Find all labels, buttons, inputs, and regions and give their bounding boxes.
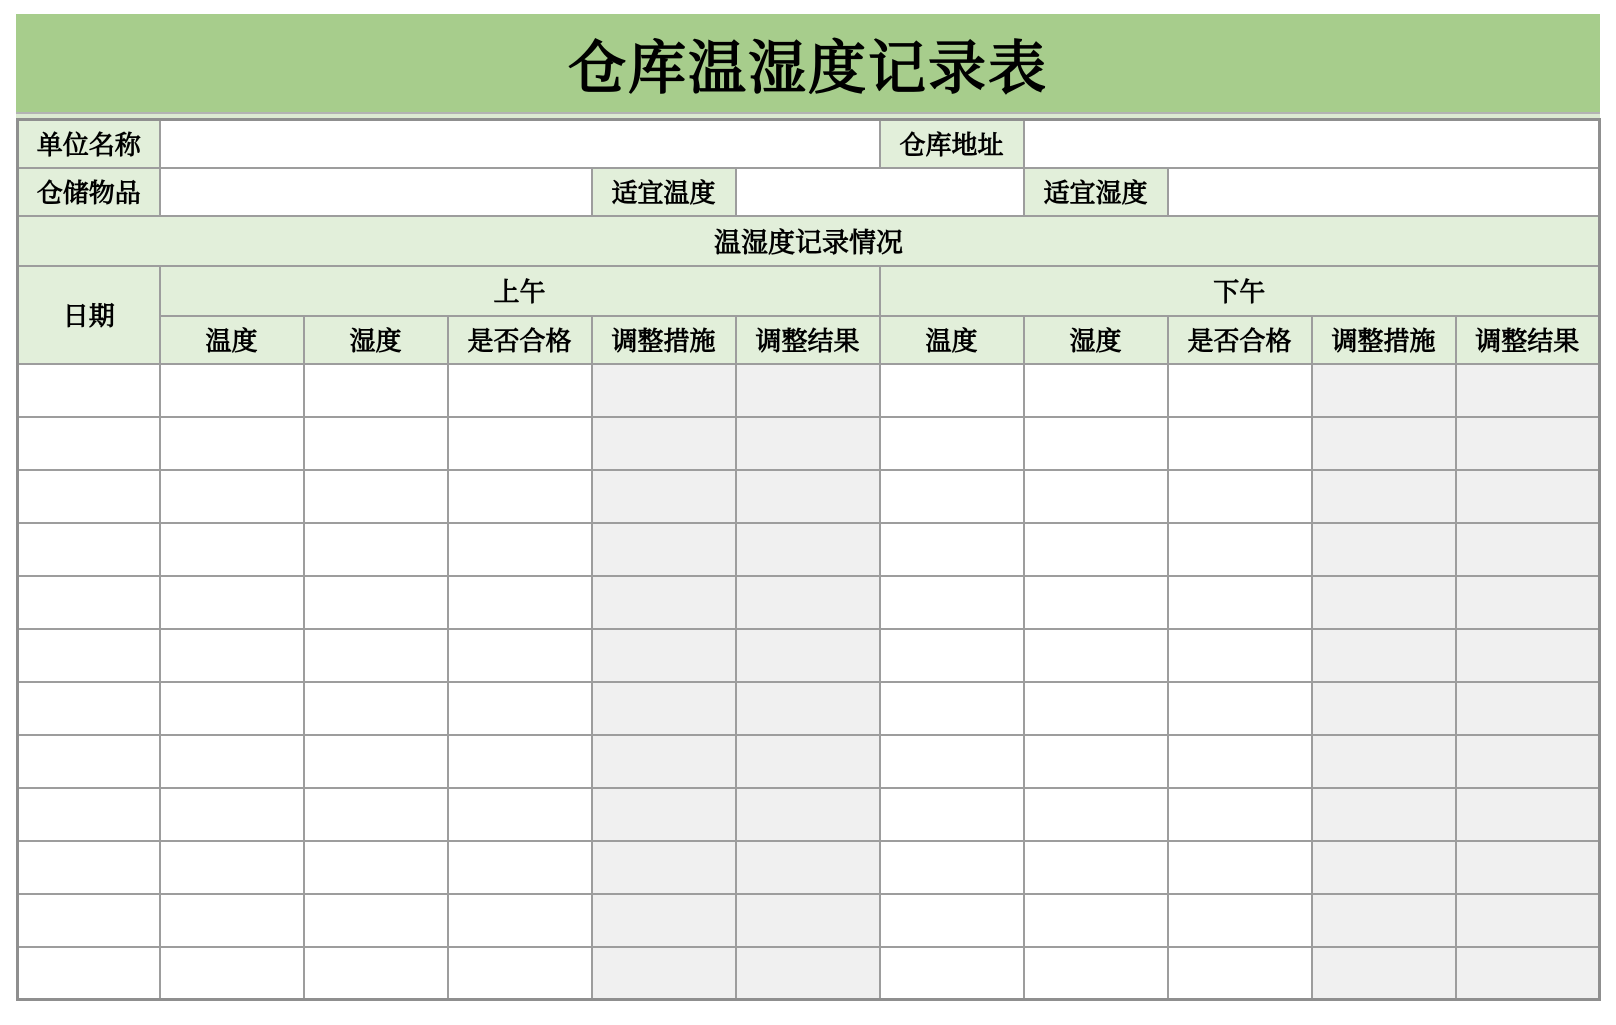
record-cell[interactable] [18,735,160,788]
record-cell[interactable] [1312,364,1456,417]
record-cell[interactable] [304,735,448,788]
record-row [18,417,1600,470]
record-cell[interactable] [1024,417,1168,470]
unit-name-field[interactable] [160,120,880,168]
record-cell[interactable] [448,470,592,523]
record-cell[interactable] [18,364,160,417]
record-row [18,576,1600,629]
record-cell[interactable] [1312,682,1456,735]
record-cell[interactable] [18,470,160,523]
record-cell[interactable] [1456,364,1600,417]
record-row [18,523,1600,576]
unit-name-label: 单位名称 [18,120,160,168]
suitable-humidity-field[interactable] [1168,168,1600,216]
record-cell[interactable] [1168,947,1312,1000]
record-cell[interactable] [304,894,448,947]
record-cell[interactable] [304,788,448,841]
record-cell[interactable] [448,894,592,947]
record-cell[interactable] [1168,523,1312,576]
record-cell[interactable] [1312,576,1456,629]
column-header-am-qualified: 是否合格 [448,316,592,364]
record-cell[interactable] [592,470,736,523]
record-cell[interactable] [448,576,592,629]
record-cell[interactable] [304,470,448,523]
record-table [16,118,1601,1001]
record-cell[interactable] [736,735,880,788]
record-cell[interactable] [1312,735,1456,788]
record-cell[interactable] [880,682,1024,735]
column-header-pm-humidity: 湿度 [1024,316,1168,364]
record-row [18,629,1600,682]
record-cell[interactable] [1456,788,1600,841]
record-cell[interactable] [448,735,592,788]
column-header-pm-adjust-result: 调整结果 [1456,316,1600,364]
record-cell[interactable] [1168,894,1312,947]
record-cell[interactable] [1456,947,1600,1000]
record-cell[interactable] [1024,841,1168,894]
record-cell[interactable] [18,576,160,629]
record-cell[interactable] [736,523,880,576]
record-cell[interactable] [1024,629,1168,682]
column-header-am-temperature: 温度 [160,316,304,364]
stored-goods-label: 仓储物品 [18,168,160,216]
record-cell[interactable] [736,417,880,470]
record-cell[interactable] [1312,841,1456,894]
column-header-pm-temperature: 温度 [880,316,1024,364]
record-cell[interactable] [160,788,304,841]
record-cell[interactable] [304,841,448,894]
record-cell[interactable] [160,894,304,947]
record-cell[interactable] [1312,470,1456,523]
record-cell[interactable] [880,523,1024,576]
record-cell[interactable] [1024,947,1168,1000]
record-cell[interactable] [1312,523,1456,576]
record-cell[interactable] [1024,576,1168,629]
record-row [18,735,1600,788]
record-cell[interactable] [160,682,304,735]
record-cell[interactable] [1168,735,1312,788]
record-cell[interactable] [592,364,736,417]
record-cell[interactable] [1456,576,1600,629]
column-header-am-humidity: 湿度 [304,316,448,364]
record-row [18,947,1600,1000]
record-cell[interactable] [448,947,592,1000]
record-row [18,682,1600,735]
record-cell[interactable] [880,894,1024,947]
record-cell[interactable] [304,364,448,417]
record-cell[interactable] [1168,841,1312,894]
record-cell[interactable] [18,682,160,735]
record-cell[interactable] [1024,523,1168,576]
record-cell[interactable] [1456,735,1600,788]
record-cell[interactable] [1168,629,1312,682]
record-cell[interactable] [592,682,736,735]
info-row-2 [18,168,1600,216]
column-header-pm-qualified: 是否合格 [1168,316,1312,364]
record-cell[interactable] [1456,629,1600,682]
record-cell[interactable] [736,364,880,417]
record-row [18,788,1600,841]
record-cell[interactable] [304,947,448,1000]
record-cell[interactable] [160,735,304,788]
record-cell[interactable] [736,788,880,841]
record-cell[interactable] [1456,894,1600,947]
record-cell[interactable] [1456,841,1600,894]
record-cell[interactable] [880,470,1024,523]
suitable-temperature-label: 适宜温度 [592,168,736,216]
record-cell[interactable] [18,841,160,894]
record-cell[interactable] [880,735,1024,788]
record-cell[interactable] [448,523,592,576]
record-cell[interactable] [1456,470,1600,523]
record-row [18,841,1600,894]
record-cell[interactable] [448,788,592,841]
record-cell[interactable] [1168,576,1312,629]
suitable-humidity-label: 适宜湿度 [1024,168,1168,216]
record-cell[interactable] [1024,682,1168,735]
record-cell[interactable] [592,841,736,894]
record-sheet [16,14,1600,1001]
column-header-am-adjust-result: 调整结果 [736,316,880,364]
record-cell[interactable] [160,470,304,523]
record-cell[interactable] [1312,947,1456,1000]
column-header-am-adjust-measure: 调整措施 [592,316,736,364]
record-cell[interactable] [160,364,304,417]
record-cell[interactable] [1312,894,1456,947]
record-cell[interactable] [1312,417,1456,470]
record-cell[interactable] [1024,894,1168,947]
record-cell[interactable] [1168,470,1312,523]
column-header-pm-adjust-measure: 调整措施 [1312,316,1456,364]
record-cell[interactable] [1456,682,1600,735]
record-cell[interactable] [160,629,304,682]
record-cell[interactable] [160,576,304,629]
record-cell[interactable] [448,841,592,894]
column-group-am: 上午 [160,266,880,316]
record-cell[interactable] [736,841,880,894]
record-cell[interactable] [1456,417,1600,470]
record-cell[interactable] [880,629,1024,682]
record-cell[interactable] [880,788,1024,841]
record-cell[interactable] [304,417,448,470]
record-row [18,364,1600,417]
record-cell[interactable] [1312,788,1456,841]
record-cell[interactable] [736,947,880,1000]
record-cell[interactable] [1024,788,1168,841]
page-title: 仓库温湿度记录表 [16,14,1600,114]
record-cell[interactable] [736,682,880,735]
record-cell[interactable] [592,629,736,682]
record-cell[interactable] [18,629,160,682]
record-cell[interactable] [736,576,880,629]
record-cell[interactable] [592,735,736,788]
record-cell[interactable] [304,523,448,576]
record-cell[interactable] [160,523,304,576]
record-cell[interactable] [736,470,880,523]
record-cell[interactable] [880,841,1024,894]
record-cell[interactable] [18,947,160,1000]
record-cell[interactable] [592,947,736,1000]
record-cell[interactable] [160,841,304,894]
record-cell[interactable] [160,947,304,1000]
record-cell[interactable] [160,417,304,470]
record-cell[interactable] [448,629,592,682]
record-cell[interactable] [1168,364,1312,417]
column-header-date: 日期 [18,266,160,364]
record-cell[interactable] [736,894,880,947]
record-cell[interactable] [304,629,448,682]
record-cell[interactable] [880,364,1024,417]
warehouse-address-label: 仓库地址 [880,120,1024,168]
record-row [18,894,1600,947]
record-cell[interactable] [18,788,160,841]
record-cell[interactable] [448,417,592,470]
header-row-period [18,266,1600,316]
record-cell[interactable] [304,682,448,735]
record-cell[interactable] [592,576,736,629]
record-cell[interactable] [592,894,736,947]
record-cell[interactable] [1168,788,1312,841]
suitable-temperature-field[interactable] [736,168,1024,216]
record-cell[interactable] [880,947,1024,1000]
record-cell[interactable] [592,788,736,841]
record-cell[interactable] [1024,470,1168,523]
record-cell[interactable] [592,523,736,576]
column-group-pm: 下午 [880,266,1600,316]
record-cell[interactable] [592,417,736,470]
record-cell[interactable] [1168,682,1312,735]
header-row-metrics [18,316,1600,364]
record-cell[interactable] [1312,629,1456,682]
record-cell[interactable] [1168,417,1312,470]
record-cell[interactable] [880,576,1024,629]
warehouse-address-field[interactable] [1024,120,1600,168]
record-cell[interactable] [736,629,880,682]
record-cell[interactable] [448,682,592,735]
record-cell[interactable] [304,576,448,629]
record-cell[interactable] [880,417,1024,470]
record-cell[interactable] [1024,735,1168,788]
record-row [18,470,1600,523]
info-row-1 [18,120,1600,168]
record-cell[interactable] [1456,523,1600,576]
record-cell[interactable] [18,417,160,470]
record-rows [18,364,1600,1000]
section-banner-row [18,216,1600,266]
record-cell[interactable] [18,894,160,947]
record-cell[interactable] [448,364,592,417]
stored-goods-field[interactable] [160,168,592,216]
record-cell[interactable] [18,523,160,576]
section-banner: 温湿度记录情况 [18,216,1600,266]
record-cell[interactable] [1024,364,1168,417]
